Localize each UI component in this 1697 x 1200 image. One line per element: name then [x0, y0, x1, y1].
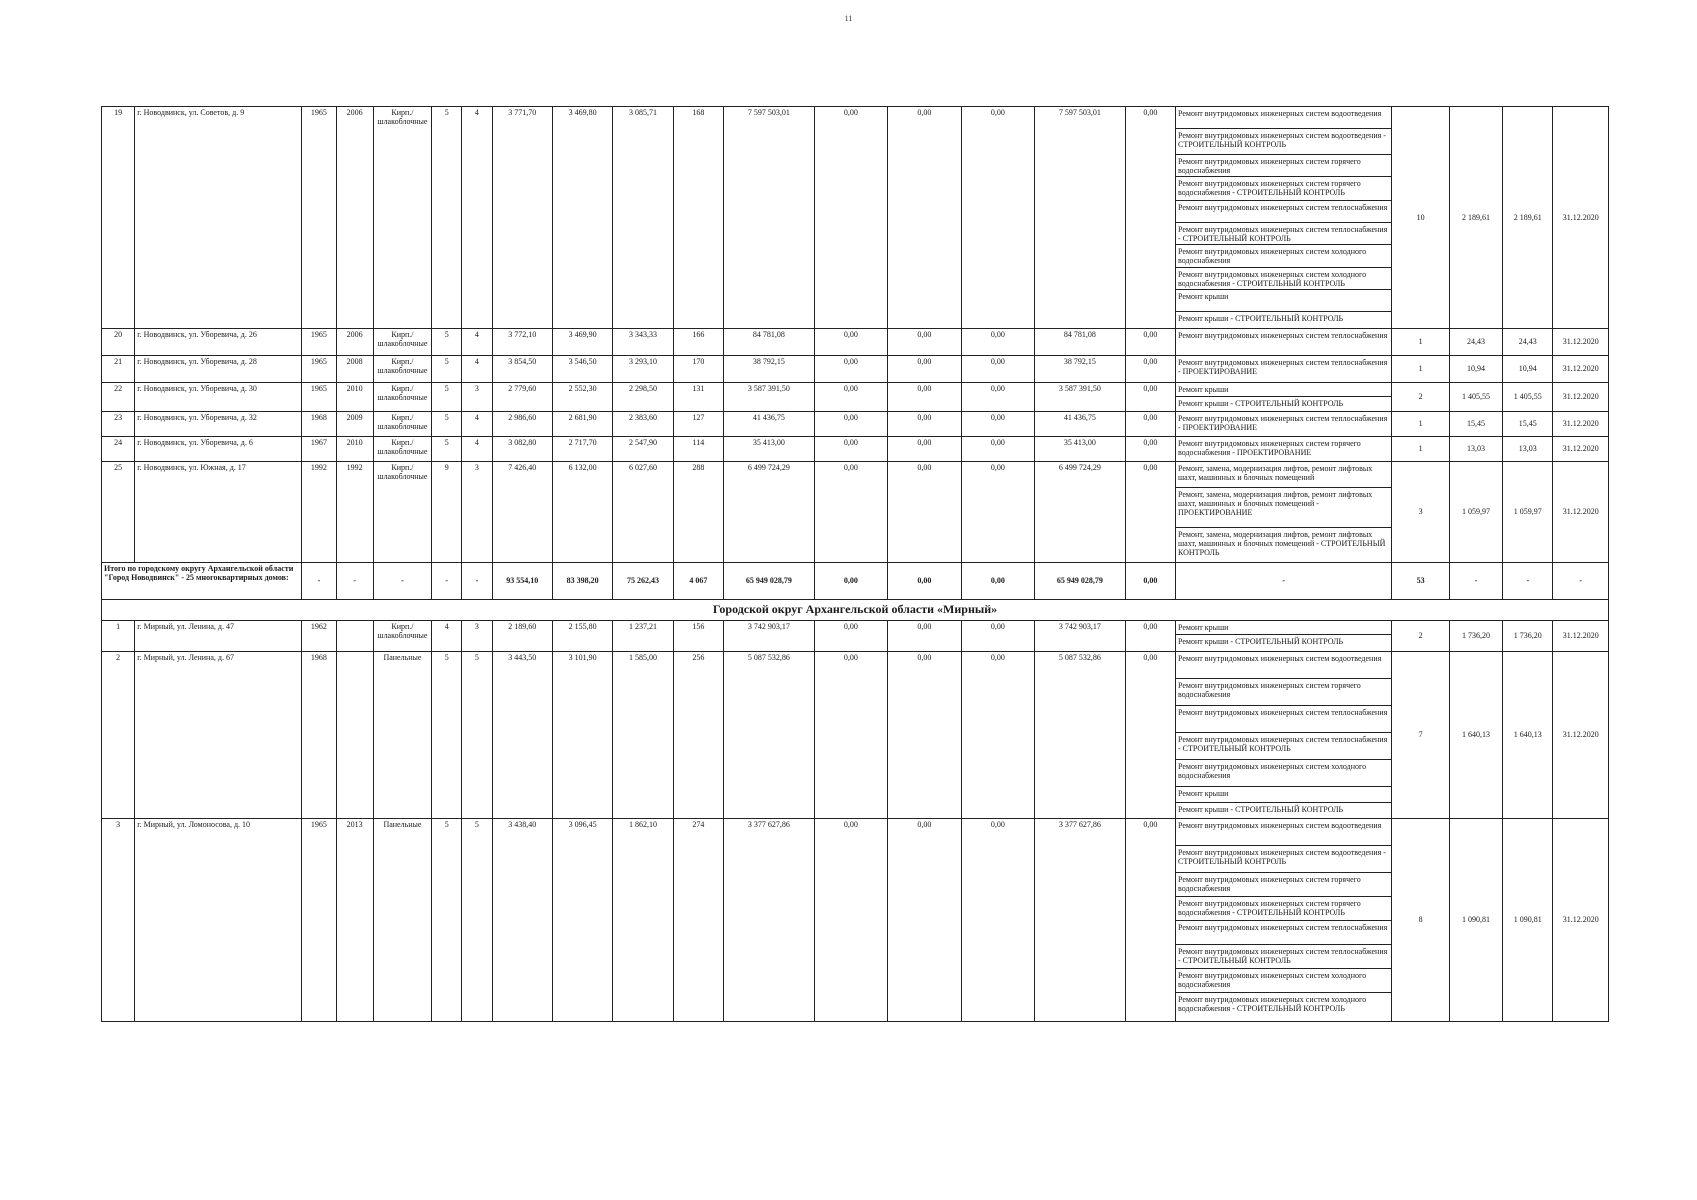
area-residential-cell: 3 343,33: [613, 329, 673, 356]
works-count-cell: 1: [1392, 329, 1449, 356]
unit-cost-cell: 2 189,61: [1449, 107, 1502, 329]
wall-material-cell: Кирп./ шлакоблочные: [373, 107, 431, 329]
area-residential-cell: 6 027,60: [613, 462, 673, 563]
section-header-row: [102, 600, 1609, 621]
max-cost-cell: 1 736,20: [1503, 620, 1553, 651]
fund-federal-cell: 0,00: [814, 651, 887, 818]
fund-federal-cell: 0,00: [814, 620, 887, 651]
floors-cell: 5: [432, 356, 462, 383]
deadline-cell: 31.12.2020: [1553, 818, 1609, 1021]
area-total-cell: 3 771,70: [492, 107, 552, 329]
works-list-cell: [1175, 329, 1391, 356]
area-total-cell: 2 189,60: [492, 620, 552, 651]
works-list-cell: [1175, 107, 1391, 329]
fund-federal-cell: 0,00: [814, 437, 887, 462]
area-residential-cell: 2 547,90: [613, 437, 673, 462]
work-item: Ремонт внутридомовых инженерных систем теплоснабжения: [1176, 201, 1391, 223]
max-cost-cell: 2 189,61: [1503, 107, 1553, 329]
wall-material-cell: Кирп./ шлакоблочные: [373, 356, 431, 383]
address-cell: г. Мирный, ул. Ленина, д. 47: [135, 620, 302, 651]
fund-other-cell: 0,00: [1125, 651, 1175, 818]
work-item: Ремонт внутридомовых инженерных систем горячего водоснабжения - ПРОЕКТИРОВАНИЕ: [1177, 439, 1361, 458]
area-total-cell: 2 779,60: [492, 383, 552, 412]
year-built-cell: 1965: [302, 329, 336, 356]
area-total-cell: 3 443,50: [492, 651, 552, 818]
floors-cell: 5: [432, 818, 462, 1021]
max-cost-cell: 24,43: [1503, 329, 1553, 356]
total-area-total: 93 554,10: [492, 563, 552, 600]
works-list-cell: [1175, 651, 1391, 818]
max-cost-cell: 1 059,97: [1503, 462, 1553, 563]
year-built-cell: 1992: [302, 462, 336, 563]
row-number: 3: [102, 818, 135, 1021]
work-item: Ремонт внутридомовых инженерных систем холодного водоснабжения: [1176, 969, 1391, 993]
work-item: Ремонт внутридомовых инженерных систем водоотведения: [1176, 819, 1391, 846]
fund-other-cell: 0,00: [1125, 107, 1175, 329]
area-living-cell: 2 681,90: [552, 412, 612, 437]
unit-cost-cell: 13,03: [1449, 437, 1502, 462]
floors-cell: 5: [432, 651, 462, 818]
total-max-cost: -: [1503, 563, 1553, 600]
work-item: Ремонт внутридомовых инженерных систем теплоснабжения - СТРОИТЕЛЬНЫЙ КОНТРОЛЬ: [1176, 733, 1391, 760]
max-cost-cell: 13,03: [1503, 437, 1553, 462]
table-row: [102, 462, 1609, 563]
row-number: 20: [102, 329, 135, 356]
cost-total-cell: 35 413,00: [724, 437, 815, 462]
area-living-cell: 3 546,50: [552, 356, 612, 383]
deadline-cell: 31.12.2020: [1553, 383, 1609, 412]
address-cell: г. Новодвинск, ул. Уборевича, д. 32: [135, 412, 302, 437]
fund-local-cell: 0,00: [961, 437, 1034, 462]
wall-material-cell: Панельные: [373, 651, 431, 818]
fund-federal-cell: 0,00: [814, 462, 887, 563]
work-item: Ремонт крыши: [1176, 383, 1391, 397]
year-repair-cell: 2009: [336, 412, 373, 437]
fund-owners-cell: 38 792,15: [1035, 356, 1126, 383]
year-repair-cell: 2008: [336, 356, 373, 383]
fund-local-cell: 0,00: [961, 818, 1034, 1021]
work-item: Ремонт, замена, модернизация лифтов, ремонт лифтовых шахт, машинных и блочных помещений - ПРОЕКТИРОВАНИЕ: [1176, 488, 1391, 528]
year-built-cell: 1965: [302, 356, 336, 383]
address-cell: г. Мирный, ул. Ломоносова, д. 10: [135, 818, 302, 1021]
wall-material-cell: Кирп./ шлакоблочные: [373, 620, 431, 651]
works-list-cell: [1175, 462, 1391, 563]
work-item: Ремонт внутридомовых инженерных систем теплоснабжения - ПРОЕКТИРОВАНИЕ: [1177, 358, 1388, 377]
section-title-mirny: Городской округ Архангельской области «Мирный»: [102, 600, 1609, 621]
work-item: Ремонт, замена, модернизация лифтов, ремонт лифтовых шахт, машинных и блочных помещений - СТРОИТЕЛЬНЫЙ КОНТРОЛЬ: [1177, 530, 1386, 558]
area-total-cell: 3 772,10: [492, 329, 552, 356]
year-repair-cell: 1992: [336, 462, 373, 563]
page-number: 11: [844, 14, 853, 23]
total-unit-cost: -: [1449, 563, 1502, 600]
fund-owners-cell: 3 587 391,50: [1035, 383, 1126, 412]
fund-region-cell: 0,00: [888, 620, 961, 651]
address-cell: г. Новодвинск, ул. Уборевича, д. 30: [135, 383, 302, 412]
deadline-cell: 31.12.2020: [1553, 412, 1609, 437]
fund-owners-cell: 5 087 532,86: [1035, 651, 1126, 818]
work-item: Ремонт внутридомовых инженерных систем водоотведения: [1176, 107, 1391, 129]
total-deadline: -: [1553, 563, 1609, 600]
cost-total-cell: 7 597 503,01: [724, 107, 815, 329]
unit-cost-cell: 15,45: [1449, 412, 1502, 437]
work-item: Ремонт внутридомовых инженерных систем теплоснабжения - СТРОИТЕЛЬНЫЙ КОНТРОЛЬ: [1176, 945, 1391, 969]
cost-total-cell: 6 499 724,29: [724, 462, 815, 563]
work-item: Ремонт крыши - СТРОИТЕЛЬНЫЙ КОНТРОЛЬ: [1177, 314, 1344, 323]
entrances-cell: 3: [462, 383, 492, 412]
residents-cell: 168: [673, 107, 723, 329]
area-total-cell: 3 854,50: [492, 356, 552, 383]
deadline-cell: 31.12.2020: [1553, 462, 1609, 563]
residents-cell: 274: [673, 818, 723, 1021]
area-living-cell: 2 552,30: [552, 383, 612, 412]
year-repair-cell: 2010: [336, 437, 373, 462]
fund-other-cell: 0,00: [1125, 818, 1175, 1021]
floors-cell: 4: [432, 620, 462, 651]
work-item: Ремонт, замена, модернизация лифтов, ремонт лифтовых шахт, машинных и блочных помещений: [1176, 462, 1391, 488]
work-item: Ремонт внутридомовых инженерных систем горячего водоснабжения: [1176, 873, 1391, 897]
unit-cost-cell: 1 405,55: [1449, 383, 1502, 412]
deadline-cell: 31.12.2020: [1553, 107, 1609, 329]
year-built-cell: 1965: [302, 107, 336, 329]
fund-region-cell: 0,00: [888, 818, 961, 1021]
total-c7: -: [432, 563, 462, 600]
fund-owners-cell: 7 597 503,01: [1035, 107, 1126, 329]
total-fund-local: 0,00: [961, 563, 1034, 600]
fund-local-cell: 0,00: [961, 412, 1034, 437]
max-cost-cell: 10,94: [1503, 356, 1553, 383]
area-living-cell: 3 469,90: [552, 329, 612, 356]
fund-region-cell: 0,00: [888, 329, 961, 356]
total-c8: -: [462, 563, 492, 600]
cost-total-cell: 84 781,08: [724, 329, 815, 356]
fund-federal-cell: 0,00: [814, 383, 887, 412]
total-fund-owners: 65 949 028,79: [1035, 563, 1126, 600]
year-built-cell: 1968: [302, 651, 336, 818]
fund-local-cell: 0,00: [961, 620, 1034, 651]
fund-owners-cell: 3 377 627,86: [1035, 818, 1126, 1021]
work-item: Ремонт внутридомовых инженерных систем теплоснабжения - СТРОИТЕЛЬНЫЙ КОНТРОЛЬ: [1176, 223, 1391, 245]
works-list-cell: [1175, 818, 1391, 1021]
works-count-cell: 1: [1392, 412, 1449, 437]
work-item: Ремонт внутридомовых инженерных систем водоотведения - СТРОИТЕЛЬНЫЙ КОНТРОЛЬ: [1176, 846, 1391, 873]
total-area-residential: 75 262,43: [613, 563, 673, 600]
fund-owners-cell: 35 413,00: [1035, 437, 1126, 462]
fund-owners-cell: 6 499 724,29: [1035, 462, 1126, 563]
cost-total-cell: 3 587 391,50: [724, 383, 815, 412]
work-item: Ремонт внутридомовых инженерных систем горячего водоснабжения: [1176, 155, 1391, 177]
cost-total-cell: 3 742 903,17: [724, 620, 815, 651]
year-built-cell: 1965: [302, 383, 336, 412]
entrances-cell: 3: [462, 620, 492, 651]
year-built-cell: 1968: [302, 412, 336, 437]
address-cell: г. Новодвинск, ул. Советов, д. 9: [135, 107, 302, 329]
row-number: 21: [102, 356, 135, 383]
entrances-cell: 5: [462, 818, 492, 1021]
cost-total-cell: 38 792,15: [724, 356, 815, 383]
table-row: [102, 818, 1609, 1021]
total-count: 53: [1392, 563, 1449, 600]
fund-owners-cell: 41 436,75: [1035, 412, 1126, 437]
year-repair-cell: 2006: [336, 329, 373, 356]
area-living-cell: 3 101,90: [552, 651, 612, 818]
residents-cell: 156: [673, 620, 723, 651]
fund-local-cell: 0,00: [961, 107, 1034, 329]
deadline-cell: 31.12.2020: [1553, 329, 1609, 356]
year-repair-cell: [336, 620, 373, 651]
unit-cost-cell: 1 059,97: [1449, 462, 1502, 563]
fund-owners-cell: 3 742 903,17: [1035, 620, 1126, 651]
area-residential-cell: 3 085,71: [613, 107, 673, 329]
year-built-cell: 1967: [302, 437, 336, 462]
row-number: 23: [102, 412, 135, 437]
entrances-cell: 4: [462, 356, 492, 383]
row-number: 25: [102, 462, 135, 563]
cost-total-cell: 5 087 532,86: [724, 651, 815, 818]
table-row: [102, 356, 1609, 383]
works-count-cell: 10: [1392, 107, 1449, 329]
works-list-cell: [1175, 620, 1391, 651]
fund-region-cell: 0,00: [888, 356, 961, 383]
work-item: Ремонт крыши: [1176, 290, 1391, 312]
floors-cell: 5: [432, 383, 462, 412]
novodvinsk-total: [102, 563, 1609, 621]
fund-federal-cell: 0,00: [814, 356, 887, 383]
fund-federal-cell: 0,00: [814, 412, 887, 437]
residents-cell: 114: [673, 437, 723, 462]
work-item: Ремонт внутридомовых инженерных систем холодного водоснабжения: [1176, 760, 1391, 787]
fund-region-cell: 0,00: [888, 437, 961, 462]
wall-material-cell: Кирп./ шлакоблочные: [373, 462, 431, 563]
entrances-cell: 5: [462, 651, 492, 818]
row-number: 2: [102, 651, 135, 818]
work-item: Ремонт крыши: [1176, 621, 1391, 635]
fund-other-cell: 0,00: [1125, 620, 1175, 651]
total-fund-other: 0,00: [1125, 563, 1175, 600]
wall-material-cell: Кирп./ шлакоблочные: [373, 329, 431, 356]
floors-cell: 5: [432, 329, 462, 356]
novodvinsk-rows: [102, 107, 1609, 563]
address-cell: г. Мирный, ул. Ленина, д. 67: [135, 651, 302, 818]
total-c4: -: [302, 563, 336, 600]
work-item: Ремонт крыши - СТРОИТЕЛЬНЫЙ КОНТРОЛЬ: [1177, 804, 1344, 814]
row-number: 19: [102, 107, 135, 329]
work-item: Ремонт внутридомовых инженерных систем горячего водоснабжения - СТРОИТЕЛЬНЫЙ КОНТРОЛЬ: [1176, 897, 1391, 921]
fund-other-cell: 0,00: [1125, 437, 1175, 462]
unit-cost-cell: 1 640,13: [1449, 651, 1502, 818]
total-fund-region: 0,00: [888, 563, 961, 600]
works-count-cell: 1: [1392, 437, 1449, 462]
address-cell: г. Новодвинск, ул. Уборевича, д. 26: [135, 329, 302, 356]
wall-material-cell: Панельные: [373, 818, 431, 1021]
area-total-cell: 2 986,60: [492, 412, 552, 437]
fund-region-cell: 0,00: [888, 462, 961, 563]
deadline-cell: 31.12.2020: [1553, 651, 1609, 818]
fund-region-cell: 0,00: [888, 412, 961, 437]
work-item: Ремонт внутридомовых инженерных систем теплоснабжения - ПРОЕКТИРОВАНИЕ: [1177, 414, 1388, 433]
entrances-cell: 3: [462, 462, 492, 563]
table-row: [102, 412, 1609, 437]
cost-total-cell: 3 377 627,86: [724, 818, 815, 1021]
work-item: Ремонт внутридомовых инженерных систем холодного водоснабжения: [1176, 245, 1391, 268]
max-cost-cell: 1 405,55: [1503, 383, 1553, 412]
unit-cost-cell: 24,43: [1449, 329, 1502, 356]
wall-material-cell: Кирп./ шлакоблочные: [373, 412, 431, 437]
area-total-cell: 3 082,80: [492, 437, 552, 462]
fund-other-cell: 0,00: [1125, 329, 1175, 356]
total-c6: -: [373, 563, 431, 600]
fund-owners-cell: 84 781,08: [1035, 329, 1126, 356]
unit-cost-cell: 1 736,20: [1449, 620, 1502, 651]
year-repair-cell: [336, 651, 373, 818]
year-built-cell: 1965: [302, 818, 336, 1021]
table-row: [102, 651, 1609, 818]
work-item: Ремонт внутридомовых инженерных систем теплоснабжения: [1176, 706, 1391, 733]
fund-other-cell: 0,00: [1125, 356, 1175, 383]
residents-cell: 170: [673, 356, 723, 383]
total-label: Итого по городскому округу Архангельской области "Город Новодвинск" - 25 многоквартирных домов:: [102, 563, 302, 600]
works-count-cell: 1: [1392, 356, 1449, 383]
fund-local-cell: 0,00: [961, 383, 1034, 412]
deadline-cell: 31.12.2020: [1553, 356, 1609, 383]
works-count-cell: 3: [1392, 462, 1449, 563]
fund-region-cell: 0,00: [888, 107, 961, 329]
residents-cell: 127: [673, 412, 723, 437]
area-living-cell: 2 717,70: [552, 437, 612, 462]
max-cost-cell: 1 640,13: [1503, 651, 1553, 818]
total-fund-federal: 0,00: [814, 563, 887, 600]
fund-federal-cell: 0,00: [814, 107, 887, 329]
fund-federal-cell: 0,00: [814, 818, 887, 1021]
unit-cost-cell: 1 090,81: [1449, 818, 1502, 1021]
row-number: 24: [102, 437, 135, 462]
fund-other-cell: 0,00: [1125, 462, 1175, 563]
deadline-cell: 31.12.2020: [1553, 620, 1609, 651]
table-row: [102, 107, 1609, 329]
work-item: Ремонт крыши - СТРОИТЕЛЬНЫЙ КОНТРОЛЬ: [1177, 636, 1344, 646]
wall-material-cell: Кирп./ шлакоблочные: [373, 383, 431, 412]
year-repair-cell: 2010: [336, 383, 373, 412]
work-item: Ремонт крыши - СТРОИТЕЛЬНЫЙ КОНТРОЛЬ: [1177, 399, 1344, 408]
wall-material-cell: Кирп./ шлакоблочные: [373, 437, 431, 462]
work-item: Ремонт внутридомовых инженерных систем водоотведения: [1176, 652, 1391, 679]
deadline-cell: 31.12.2020: [1553, 437, 1609, 462]
mirny-rows: [102, 620, 1609, 1021]
work-item: Ремонт внутридомовых инженерных систем горячего водоснабжения: [1176, 679, 1391, 706]
area-total-cell: 7 426,40: [492, 462, 552, 563]
area-residential-cell: 2 383,60: [613, 412, 673, 437]
year-repair-cell: 2006: [336, 107, 373, 329]
year-built-cell: 1962: [302, 620, 336, 651]
area-residential-cell: 3 293,10: [613, 356, 673, 383]
fund-region-cell: 0,00: [888, 383, 961, 412]
total-works: -: [1175, 563, 1391, 600]
fund-local-cell: 0,00: [961, 356, 1034, 383]
total-residents: 4 067: [673, 563, 723, 600]
capital-repair-table: [101, 106, 1609, 1022]
row-number: 22: [102, 383, 135, 412]
unit-cost-cell: 10,94: [1449, 356, 1502, 383]
residents-cell: 131: [673, 383, 723, 412]
fund-local-cell: 0,00: [961, 462, 1034, 563]
area-total-cell: 3 438,40: [492, 818, 552, 1021]
max-cost-cell: 15,45: [1503, 412, 1553, 437]
area-living-cell: 6 132,00: [552, 462, 612, 563]
floors-cell: 5: [432, 437, 462, 462]
work-item: Ремонт внутридомовых инженерных систем холодного водоснабжения - СТРОИТЕЛЬНЫЙ КОНТРОЛЬ: [1176, 268, 1391, 290]
area-residential-cell: 2 298,50: [613, 383, 673, 412]
table-row: [102, 383, 1609, 412]
works-list-cell: [1175, 356, 1391, 383]
fund-local-cell: 0,00: [961, 651, 1034, 818]
work-item: Ремонт внутридомовых инженерных систем горячего водоснабжения - СТРОИТЕЛЬНЫЙ КОНТРОЛЬ: [1176, 177, 1391, 201]
total-row: [102, 563, 1609, 600]
floors-cell: 5: [432, 107, 462, 329]
row-number: 1: [102, 620, 135, 651]
works-count-cell: 2: [1392, 383, 1449, 412]
area-living-cell: 3 469,80: [552, 107, 612, 329]
work-item: Ремонт внутридомовых инженерных систем водоотведения - СТРОИТЕЛЬНЫЙ КОНТРОЛЬ: [1176, 129, 1391, 155]
works-count-cell: 2: [1392, 620, 1449, 651]
address-cell: г. Новодвинск, ул. Уборевича, д. 28: [135, 356, 302, 383]
address-cell: г. Новодвинск, ул. Уборевича, д. 6: [135, 437, 302, 462]
area-residential-cell: 1 585,00: [613, 651, 673, 818]
work-item: Ремонт внутридомовых инженерных систем теплоснабжения: [1177, 331, 1388, 340]
table-row: [102, 437, 1609, 462]
area-residential-cell: 1 237,21: [613, 620, 673, 651]
area-living-cell: 3 096,45: [552, 818, 612, 1021]
fund-region-cell: 0,00: [888, 651, 961, 818]
fund-local-cell: 0,00: [961, 329, 1034, 356]
total-cost: 65 949 028,79: [724, 563, 815, 600]
cost-total-cell: 41 436,75: [724, 412, 815, 437]
floors-cell: 9: [432, 462, 462, 563]
residents-cell: 166: [673, 329, 723, 356]
entrances-cell: 4: [462, 329, 492, 356]
residents-cell: 256: [673, 651, 723, 818]
fund-other-cell: 0,00: [1125, 383, 1175, 412]
max-cost-cell: 1 090,81: [1503, 818, 1553, 1021]
entrances-cell: 4: [462, 412, 492, 437]
works-list-cell: [1175, 437, 1391, 462]
entrances-cell: 4: [462, 107, 492, 329]
fund-federal-cell: 0,00: [814, 329, 887, 356]
entrances-cell: 4: [462, 437, 492, 462]
year-repair-cell: 2013: [336, 818, 373, 1021]
total-area-living: 83 398,20: [552, 563, 612, 600]
floors-cell: 5: [432, 412, 462, 437]
table-row: [102, 620, 1609, 651]
work-item: Ремонт крыши: [1176, 787, 1391, 803]
fund-other-cell: 0,00: [1125, 412, 1175, 437]
work-item: Ремонт внутридомовых инженерных систем холодного водоснабжения - СТРОИТЕЛЬНЫЙ КОНТРОЛЬ: [1177, 994, 1367, 1013]
area-living-cell: 2 155,80: [552, 620, 612, 651]
works-list-cell: [1175, 412, 1391, 437]
residents-cell: 288: [673, 462, 723, 563]
table-row: [102, 329, 1609, 356]
address-cell: г. Новодвинск, ул. Южная, д. 17: [135, 462, 302, 563]
area-residential-cell: 1 862,10: [613, 818, 673, 1021]
works-count-cell: 8: [1392, 818, 1449, 1021]
work-item: Ремонт внутридомовых инженерных систем теплоснабжения: [1176, 921, 1391, 945]
works-count-cell: 7: [1392, 651, 1449, 818]
total-c5: -: [336, 563, 373, 600]
works-list-cell: [1175, 383, 1391, 412]
